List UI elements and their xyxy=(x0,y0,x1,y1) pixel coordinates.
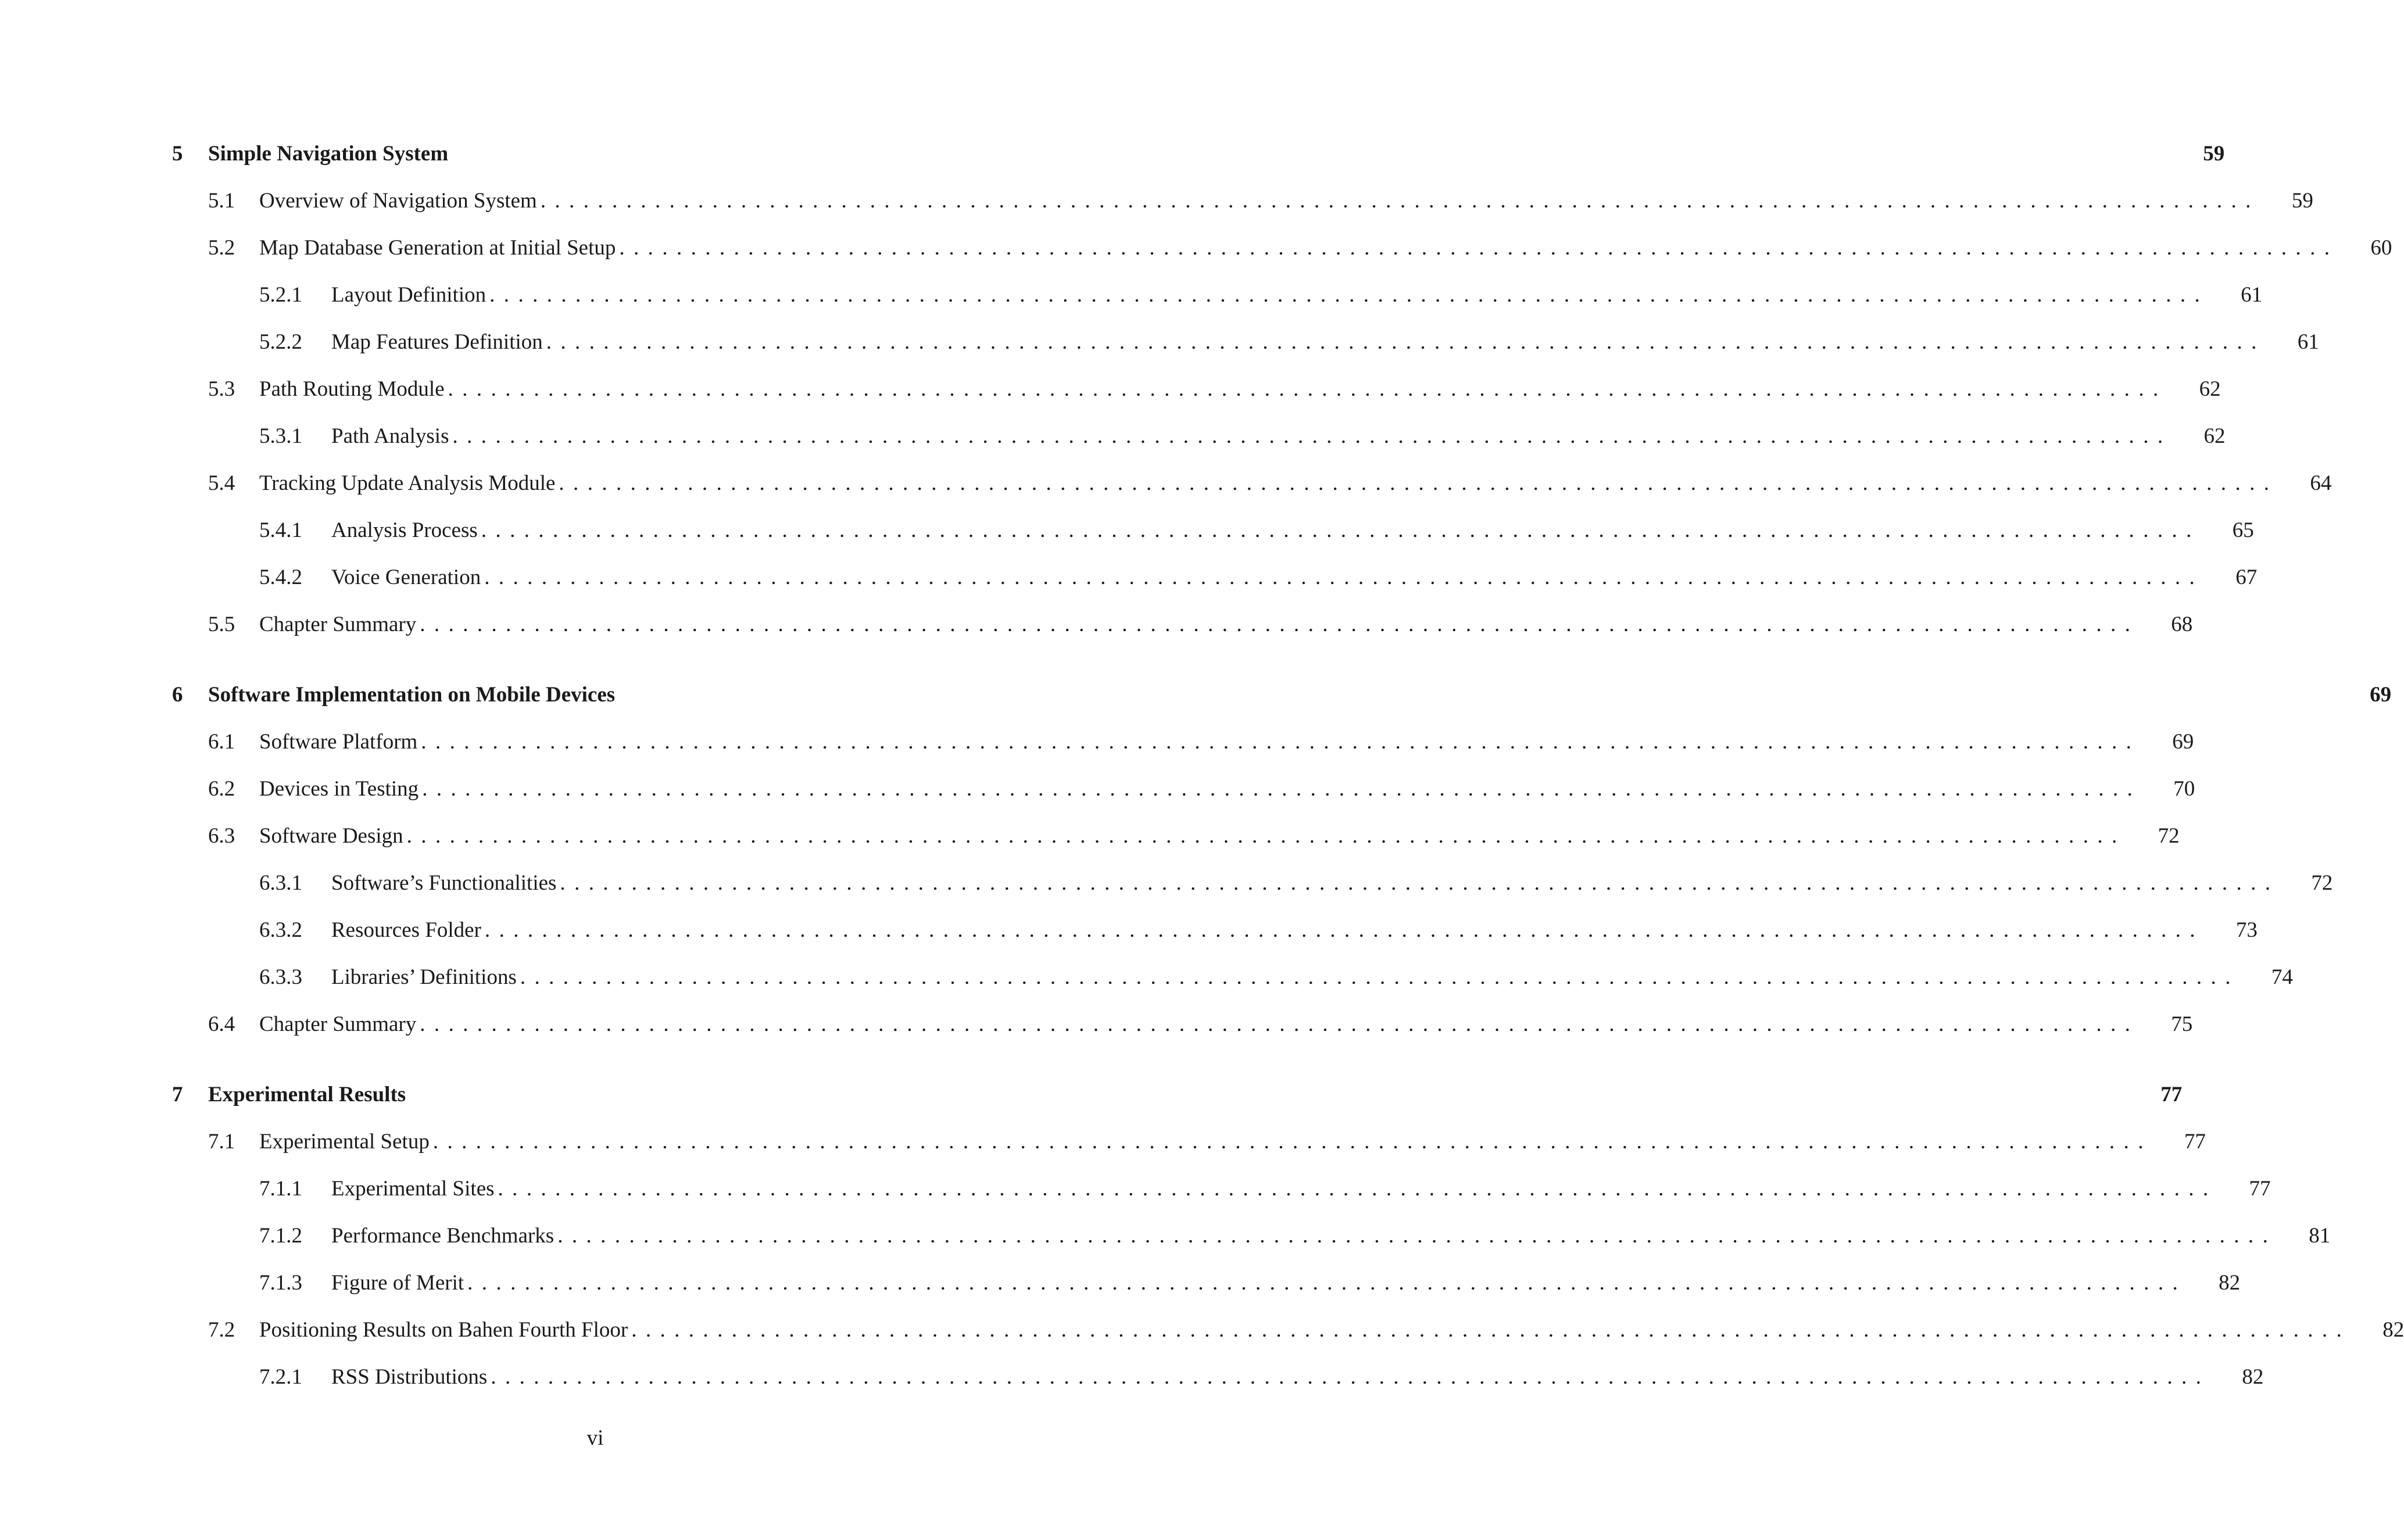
toc-section-entry[interactable] xyxy=(172,725,2194,760)
toc-entry-title: Experimental Results xyxy=(208,1083,406,1106)
toc-entry-number: 7.1 xyxy=(208,1130,235,1154)
toc-dot-leader: ........................................................................................................................ xyxy=(619,236,2339,260)
toc-subsection-entry[interactable] xyxy=(172,513,2254,548)
toc-entry-title: Overview of Navigation System xyxy=(259,189,537,213)
toc-subsection-entry[interactable] xyxy=(172,913,2258,948)
toc-dot-leader: ........................................................................................................................ xyxy=(420,1012,2140,1036)
toc-entry-page: 59 xyxy=(2291,189,2313,213)
toc-dot-leader: ........................................................................................................................ xyxy=(481,518,2201,542)
toc-chapter-entry[interactable] xyxy=(172,678,2392,712)
toc-entry-number: 6.3 xyxy=(208,824,235,848)
toc-section-entry[interactable] xyxy=(172,1124,2206,1159)
toc-entry-page: 67 xyxy=(2235,565,2258,589)
toc-entry-number: 7 xyxy=(172,1083,183,1106)
toc-dot-leader: ........................................................................................................................ xyxy=(420,613,2140,636)
toc-entry-number: 5.4.2 xyxy=(259,565,302,589)
toc-entry-title: Path Routing Module xyxy=(259,377,445,401)
toc-entry-page: 77 xyxy=(2249,1177,2271,1201)
toc-dot-leader: ........................................................................................................................ xyxy=(491,1365,2210,1389)
toc-subsection-entry[interactable] xyxy=(172,278,2263,313)
toc-dot-leader: ........................................................................................................................ xyxy=(467,1271,2187,1295)
toc-entry-title: Map Features Definition xyxy=(331,330,543,354)
toc-entry-page: 72 xyxy=(2158,824,2180,848)
toc-entry-number: 5.2 xyxy=(208,236,235,260)
toc-dot-leader: ........................................................................................................................ xyxy=(421,730,2141,754)
toc-entry-page: 59 xyxy=(2203,142,2225,166)
toc-entry-title: Figure of Merit xyxy=(331,1271,464,1295)
toc-entry-number: 6.3.1 xyxy=(259,871,302,895)
toc-entry-title: Path Analysis xyxy=(331,424,449,448)
toc-entry-number: 6 xyxy=(172,683,183,707)
toc-entry-title: Layout Definition xyxy=(331,283,486,307)
toc-entry-page: 77 xyxy=(2160,1083,2183,1106)
toc-section-entry[interactable] xyxy=(172,607,2193,642)
toc-section-entry[interactable] xyxy=(172,184,2313,219)
toc-entry-title: Software Platform xyxy=(259,730,418,754)
toc-entry-number: 7.2 xyxy=(208,1318,235,1342)
toc-dot-leader: ........................................................................................................................ xyxy=(546,330,2266,354)
toc-entry-number: 5.1 xyxy=(208,189,235,213)
toc-entry-number: 7.2.1 xyxy=(259,1365,302,1389)
toc-entry-page: 82 xyxy=(2242,1365,2264,1389)
toc-subsection-entry[interactable] xyxy=(172,560,2258,595)
toc-entry-page: 61 xyxy=(2241,283,2263,307)
toc-section-entry[interactable] xyxy=(172,372,2221,407)
toc-entry-page: 60 xyxy=(2370,236,2392,260)
toc-entry-number: 7.1.1 xyxy=(259,1177,302,1201)
page-number: vi xyxy=(586,1426,604,1450)
toc-dot-leader: ........................................................................................................................ xyxy=(422,777,2142,801)
toc-dot-leader: ........................................................................................................................ xyxy=(498,1177,2217,1201)
toc-entry-number: 7.1.2 xyxy=(259,1224,302,1248)
toc-section-entry[interactable] xyxy=(172,1313,2404,1348)
toc-entry-title: Voice Generation xyxy=(331,565,481,589)
toc-entry-title: Tracking Update Analysis Module xyxy=(259,471,556,495)
toc-section-entry[interactable] xyxy=(172,1007,2193,1042)
toc-entry-number: 5.4 xyxy=(208,471,235,495)
toc-entry-title: Experimental Setup xyxy=(259,1130,430,1154)
toc-entry-title: Analysis Process xyxy=(331,518,478,542)
toc-entry-title: Libraries’ Definitions xyxy=(331,965,517,989)
toc-subsection-entry[interactable] xyxy=(172,325,2319,360)
toc-entry-page: 69 xyxy=(2172,730,2194,754)
toc-entry-number: 7.1.3 xyxy=(259,1271,302,1295)
toc-entry-page: 73 xyxy=(2235,918,2258,942)
toc-entry-number: 6.4 xyxy=(208,1012,235,1036)
toc-entry-title: Software Design xyxy=(259,824,403,848)
toc-dot-leader: ........................................................................................................................ xyxy=(484,918,2204,942)
toc-entry-title: Chapter Summary xyxy=(259,1012,417,1036)
toc-entry-number: 5.5 xyxy=(208,613,235,636)
toc-entry-title: Experimental Sites xyxy=(331,1177,495,1201)
toc-subsection-entry[interactable] xyxy=(172,866,2333,901)
toc-subsection-entry[interactable] xyxy=(172,419,2226,454)
toc-entry-page: 69 xyxy=(2370,683,2392,707)
toc-dot-leader: ........................................................................................................................ xyxy=(406,824,2126,848)
toc-entry-number: 5.4.1 xyxy=(259,518,302,542)
toc-section-entry[interactable] xyxy=(172,819,2180,854)
toc-entry-title: Resources Folder xyxy=(331,918,481,942)
toc-entry-page: 62 xyxy=(2203,424,2226,448)
toc-subsection-entry[interactable] xyxy=(172,1172,2271,1206)
toc-subsection-entry[interactable] xyxy=(172,1360,2264,1395)
toc-subsection-entry[interactable] xyxy=(172,1219,2331,1254)
toc-section-entry[interactable] xyxy=(172,466,2332,501)
toc-section-entry[interactable] xyxy=(172,772,2195,807)
toc-entry-title: Map Database Generation at Initial Setup xyxy=(259,236,616,260)
toc-dot-leader: ........................................................................................................................ xyxy=(520,965,2240,989)
toc-dot-leader: ........................................................................................................................ xyxy=(557,1224,2277,1248)
toc-entry-page: 65 xyxy=(2232,518,2254,542)
toc-entry-number: 6.3.3 xyxy=(259,965,302,989)
toc-entry-page: 82 xyxy=(2382,1318,2404,1342)
toc-entry-number: 6.3.2 xyxy=(259,918,302,942)
toc-chapter-entry[interactable] xyxy=(172,1077,2183,1112)
toc-entry-title: Performance Benchmarks xyxy=(331,1224,555,1248)
toc-section-entry[interactable] xyxy=(172,231,2392,266)
toc-entry-title: Simple Navigation System xyxy=(208,142,449,166)
toc-dot-leader: ........................................................................................................................ xyxy=(559,471,2278,495)
toc-entry-page: 77 xyxy=(2184,1130,2206,1154)
toc-entry-page: 62 xyxy=(2199,377,2221,401)
toc-entry-number: 6.2 xyxy=(208,777,235,801)
toc-dot-leader: ........................................................................................................................ xyxy=(540,189,2260,213)
toc-dot-leader: ........................................................................................................................ xyxy=(448,377,2167,401)
toc-entry-title: Positioning Results on Bahen Fourth Floor xyxy=(259,1318,628,1342)
toc-entry-number: 5.3.1 xyxy=(259,424,302,448)
toc-entry-page: 68 xyxy=(2171,613,2193,636)
toc-entry-number: 6.1 xyxy=(208,730,235,754)
toc-entry-page: 74 xyxy=(2271,965,2293,989)
toc-dot-leader: ........................................................................................................................ xyxy=(484,565,2204,589)
toc-subsection-entry[interactable] xyxy=(172,1266,2241,1301)
toc-chapter-entry[interactable] xyxy=(172,137,2225,171)
toc-subsection-entry[interactable] xyxy=(172,960,2293,995)
toc-entry-page: 82 xyxy=(2219,1271,2241,1295)
toc-entry-number: 5.3 xyxy=(208,377,235,401)
toc-entry-page: 72 xyxy=(2311,871,2333,895)
toc-entry-number: 5.2.2 xyxy=(259,330,302,354)
toc-entry-page: 81 xyxy=(2309,1224,2331,1248)
toc-dot-leader: ........................................................................................................................ xyxy=(560,871,2280,895)
toc-dot-leader: ........................................................................................................................ xyxy=(631,1318,2351,1342)
toc-entry-number: 5.2.1 xyxy=(259,283,302,307)
toc-entry-title: Devices in Testing xyxy=(259,777,419,801)
toc-entry-number: 5 xyxy=(172,142,183,166)
toc-dot-leader: ........................................................................................................................ xyxy=(432,1130,2152,1154)
toc-entry-page: 70 xyxy=(2173,777,2195,801)
toc-entry-title: Chapter Summary xyxy=(259,613,417,636)
toc-entry-title: Software’s Functionalities xyxy=(331,871,557,895)
toc-dot-leader: ........................................................................................................................ xyxy=(452,424,2172,448)
toc-entry-page: 64 xyxy=(2310,471,2332,495)
toc-entry-page: 61 xyxy=(2297,330,2319,354)
toc-entry-page: 75 xyxy=(2171,1012,2193,1036)
toc-entry-title: Software Implementation on Mobile Devices xyxy=(208,683,616,707)
toc-dot-leader: ........................................................................................................................ xyxy=(489,283,2209,307)
toc-entry-title: RSS Distributions xyxy=(331,1365,488,1389)
